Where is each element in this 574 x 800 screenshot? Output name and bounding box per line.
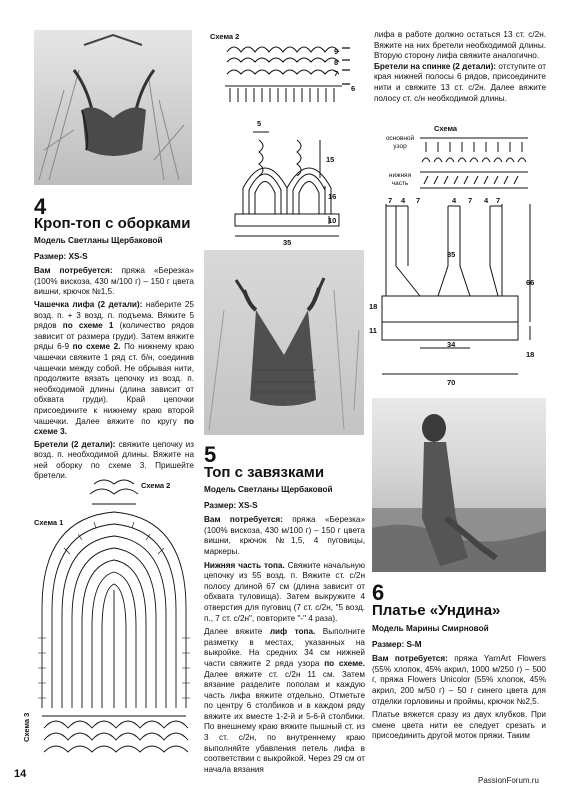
dim-35: 35 xyxy=(283,238,292,247)
schema2-row-8: 8 xyxy=(334,58,339,67)
s5-continued-text-block xyxy=(374,30,546,104)
dim-10: 10 xyxy=(328,216,337,225)
crop-top-illustration xyxy=(34,30,192,185)
s5-size-label: Размер: xyxy=(204,500,237,510)
dim-7c: 7 xyxy=(468,196,473,205)
dim-70: 70 xyxy=(447,378,456,387)
watermark: PassionForum.ru xyxy=(478,776,539,785)
s6-materials-label: Вам потребуется: xyxy=(372,654,448,664)
dim-18-left: 18 xyxy=(369,302,378,311)
s6-size-value: S-M xyxy=(406,639,422,649)
s5-lower-text: Свяжите начальную цепочку из 55 возд. п. Вяжите ст. с/2н полосу длиной 67 см (длина зависит от обхвата туловища). Затем выкружите 4 отверстия для пуговиц (7 ст. с/2н, "5 возд. п., 7 ст. с/2н", повторите "-" 4 раза). xyxy=(204,560,365,623)
dim-5: 5 xyxy=(257,119,262,128)
s5-materials-label: Вам потребуется: xyxy=(204,515,283,525)
s4-number: 4 xyxy=(34,194,47,219)
s6-materials-text: пряжа YarnArt Flowers (55% хлопок, 45% акрил, 1000 м/250 г) – 500 г, пряжа Flowers Unicolor (55% хлопок, 45% акрил, 200 м/50 г) – 50 г синего цвета для отделки горловины и проймы, крючок №2,5. xyxy=(372,654,547,706)
photo-dress xyxy=(372,398,546,572)
dim-34: 34 xyxy=(447,340,456,349)
s4-size-value: XS-S xyxy=(68,251,88,261)
s5-back-straps xyxy=(374,62,546,104)
pattern-cups-diagram xyxy=(225,118,345,248)
s4-cup-bold1: по схеме 1 xyxy=(62,321,114,331)
s5-bodice-text1: Далее вяжите xyxy=(204,627,263,637)
page-number: 14 xyxy=(14,768,27,780)
s5-continued-text: лифа в работе должно остаться 13 ст. с/2н. Вяжите на них бретели необходимой длины. Вторую сторону лифа свяжите аналогично. xyxy=(374,30,546,61)
s4-cup-text3: По нижнему краю чашечки свяжите 1 ряд ст. б/н, соединив чашечки между собой. Не обрывая нити, продолжите вязать цепочку из возд. п. необходимой длины (длина зависит от обхвата груди). Край цепочки присоедините к нижнему краю второй чашечки. Далее вяжите по кругу xyxy=(34,342,194,426)
schema-left-s2-label: Схема 2 xyxy=(141,481,171,490)
schema-right-title: Схема xyxy=(434,124,458,133)
s6-number: 6 xyxy=(372,580,385,605)
schema2-title: Схема 2 xyxy=(210,32,240,41)
schema2-row-9: 9 xyxy=(334,47,339,56)
s5-back-straps-text: отступите от края нижней полосы 6 рядов, присоедините нити и свяжите 13 ст. с/2н. Далее вяжите полосу ст. с/н необходимой длины. xyxy=(374,61,546,103)
pattern-top-diagram xyxy=(380,198,545,390)
dim-15: 15 xyxy=(326,155,335,164)
s4-materials-label: Вам потребуется: xyxy=(34,266,113,276)
schema2-diagram xyxy=(222,40,362,108)
dim-11: 11 xyxy=(369,326,377,335)
s5-bodice-bold2: по схеме. xyxy=(324,658,365,668)
dim-4c: 4 xyxy=(484,196,489,205)
dim-35-top: 35 xyxy=(447,250,456,259)
s4-title: Кроп-топ с оборками xyxy=(34,215,191,232)
s4-size-label: Размер: xyxy=(34,251,67,261)
crochet-chart-left xyxy=(34,478,194,760)
s6-author: Модель Марины Смирновой xyxy=(372,624,489,633)
s4-cup-label: Чашечка лифа (2 детали): xyxy=(34,299,143,309)
schema2-row-7: 7 xyxy=(334,69,339,78)
s6-body xyxy=(372,624,546,742)
s6-start-text: Платье вяжется сразу из двух клубков. При смене цвета нити ее следует срезать и присоединить другой моток пряжи. Таким xyxy=(372,710,546,741)
s5-title: Топ с завязками xyxy=(204,464,325,481)
s5-lower-label: Нижняя часть топа. xyxy=(204,560,285,570)
s4-cup-text2: (количество рядов зависит от размера груди). Затем вяжите ряды 6-9 xyxy=(34,321,195,352)
s5-bodice-bold: лиф топа. xyxy=(269,627,316,637)
s5-body xyxy=(204,485,365,775)
dim-18-right: 18 xyxy=(526,350,535,359)
s5-bodice-text2: Выполните разметку в местах, указанных на выкройке. На средних 34 см нижней части свяжите 2 ряда узора xyxy=(204,627,366,668)
s5-number: 5 xyxy=(204,442,217,467)
photo-tie-top xyxy=(204,250,364,435)
s4-materials-text: пряжа «Березка» (100% вискоза, 430 м/100 г) – 150 г цвета вишни, крючок №1,5. xyxy=(34,266,194,297)
dim-16: 16 xyxy=(328,192,337,201)
schema-right-base-label: основной узор xyxy=(385,135,415,150)
dim-7d: 7 xyxy=(496,196,501,205)
s4-straps-text: свяжите цепочку из возд. п. необходимой длины. Вяжите на ней оборку по схеме 3. Пришейте бретели. xyxy=(34,439,194,481)
schema2-row-6: 6 xyxy=(351,84,356,93)
s4-author: Модель Светланы Щербаковой xyxy=(34,236,163,245)
s5-size-value: XS-S xyxy=(238,500,258,510)
schema-right-diagram xyxy=(420,132,530,192)
schema-left-s1-label: Схема 1 xyxy=(34,518,64,527)
s5-materials-text: пряжа «Березка» (100% вискоза, 430 м/100 г) – 150 г цвета вишни, крючок №1,5, 4 пуговицы, маркеры. xyxy=(204,515,365,556)
dim-66: 66 xyxy=(526,278,535,287)
s4-straps-label: Бретели (2 детали): xyxy=(34,439,116,449)
s4-cup-bold2: по схеме 2. xyxy=(72,342,121,352)
s5-author: Модель Светланы Щербаковой xyxy=(204,485,333,494)
dim-7a: 7 xyxy=(388,196,393,205)
photo-crop-top xyxy=(34,30,192,185)
dim-7b: 7 xyxy=(416,196,421,205)
s4-cup-bold3: по схеме 3. xyxy=(34,416,194,437)
s4-cup-text1: наберите 25 возд. п. + 3 возд. п. подъема. Вяжите 5 рядов xyxy=(34,299,194,331)
dim-4b: 4 xyxy=(452,196,457,205)
schema-right-lower-label: нижняя часть xyxy=(388,172,412,187)
s4-body xyxy=(34,236,194,482)
s6-size-label: Размер: xyxy=(372,639,405,649)
s5-back-straps-label: Бретели на спинке (2 детали): xyxy=(374,61,497,71)
tie-top-illustration xyxy=(204,250,364,435)
dim-4a: 4 xyxy=(401,196,406,205)
dress-illustration xyxy=(372,398,546,572)
s5-bodice-text3: Далее вяжите ст. с/2н 11 см. Затем вязание разделите пополам и каждую часть лифа вяжите отдельно. Отметьте по центру 6 столбиков и в каждом ряду вяжите их вместе 1-2-й и 5-6-й столбики. По внешнему краю вяжите пышный ст. из 3 ст. с/2н, по внутреннему краю выполняйте убавления петель лифа в соответствии с выкройкой. Через 29 см от начала вязания xyxy=(204,669,365,774)
s6-title: Платье «Ундина» xyxy=(372,602,501,619)
schema-left-s3-label: Схема 3 xyxy=(22,712,31,742)
